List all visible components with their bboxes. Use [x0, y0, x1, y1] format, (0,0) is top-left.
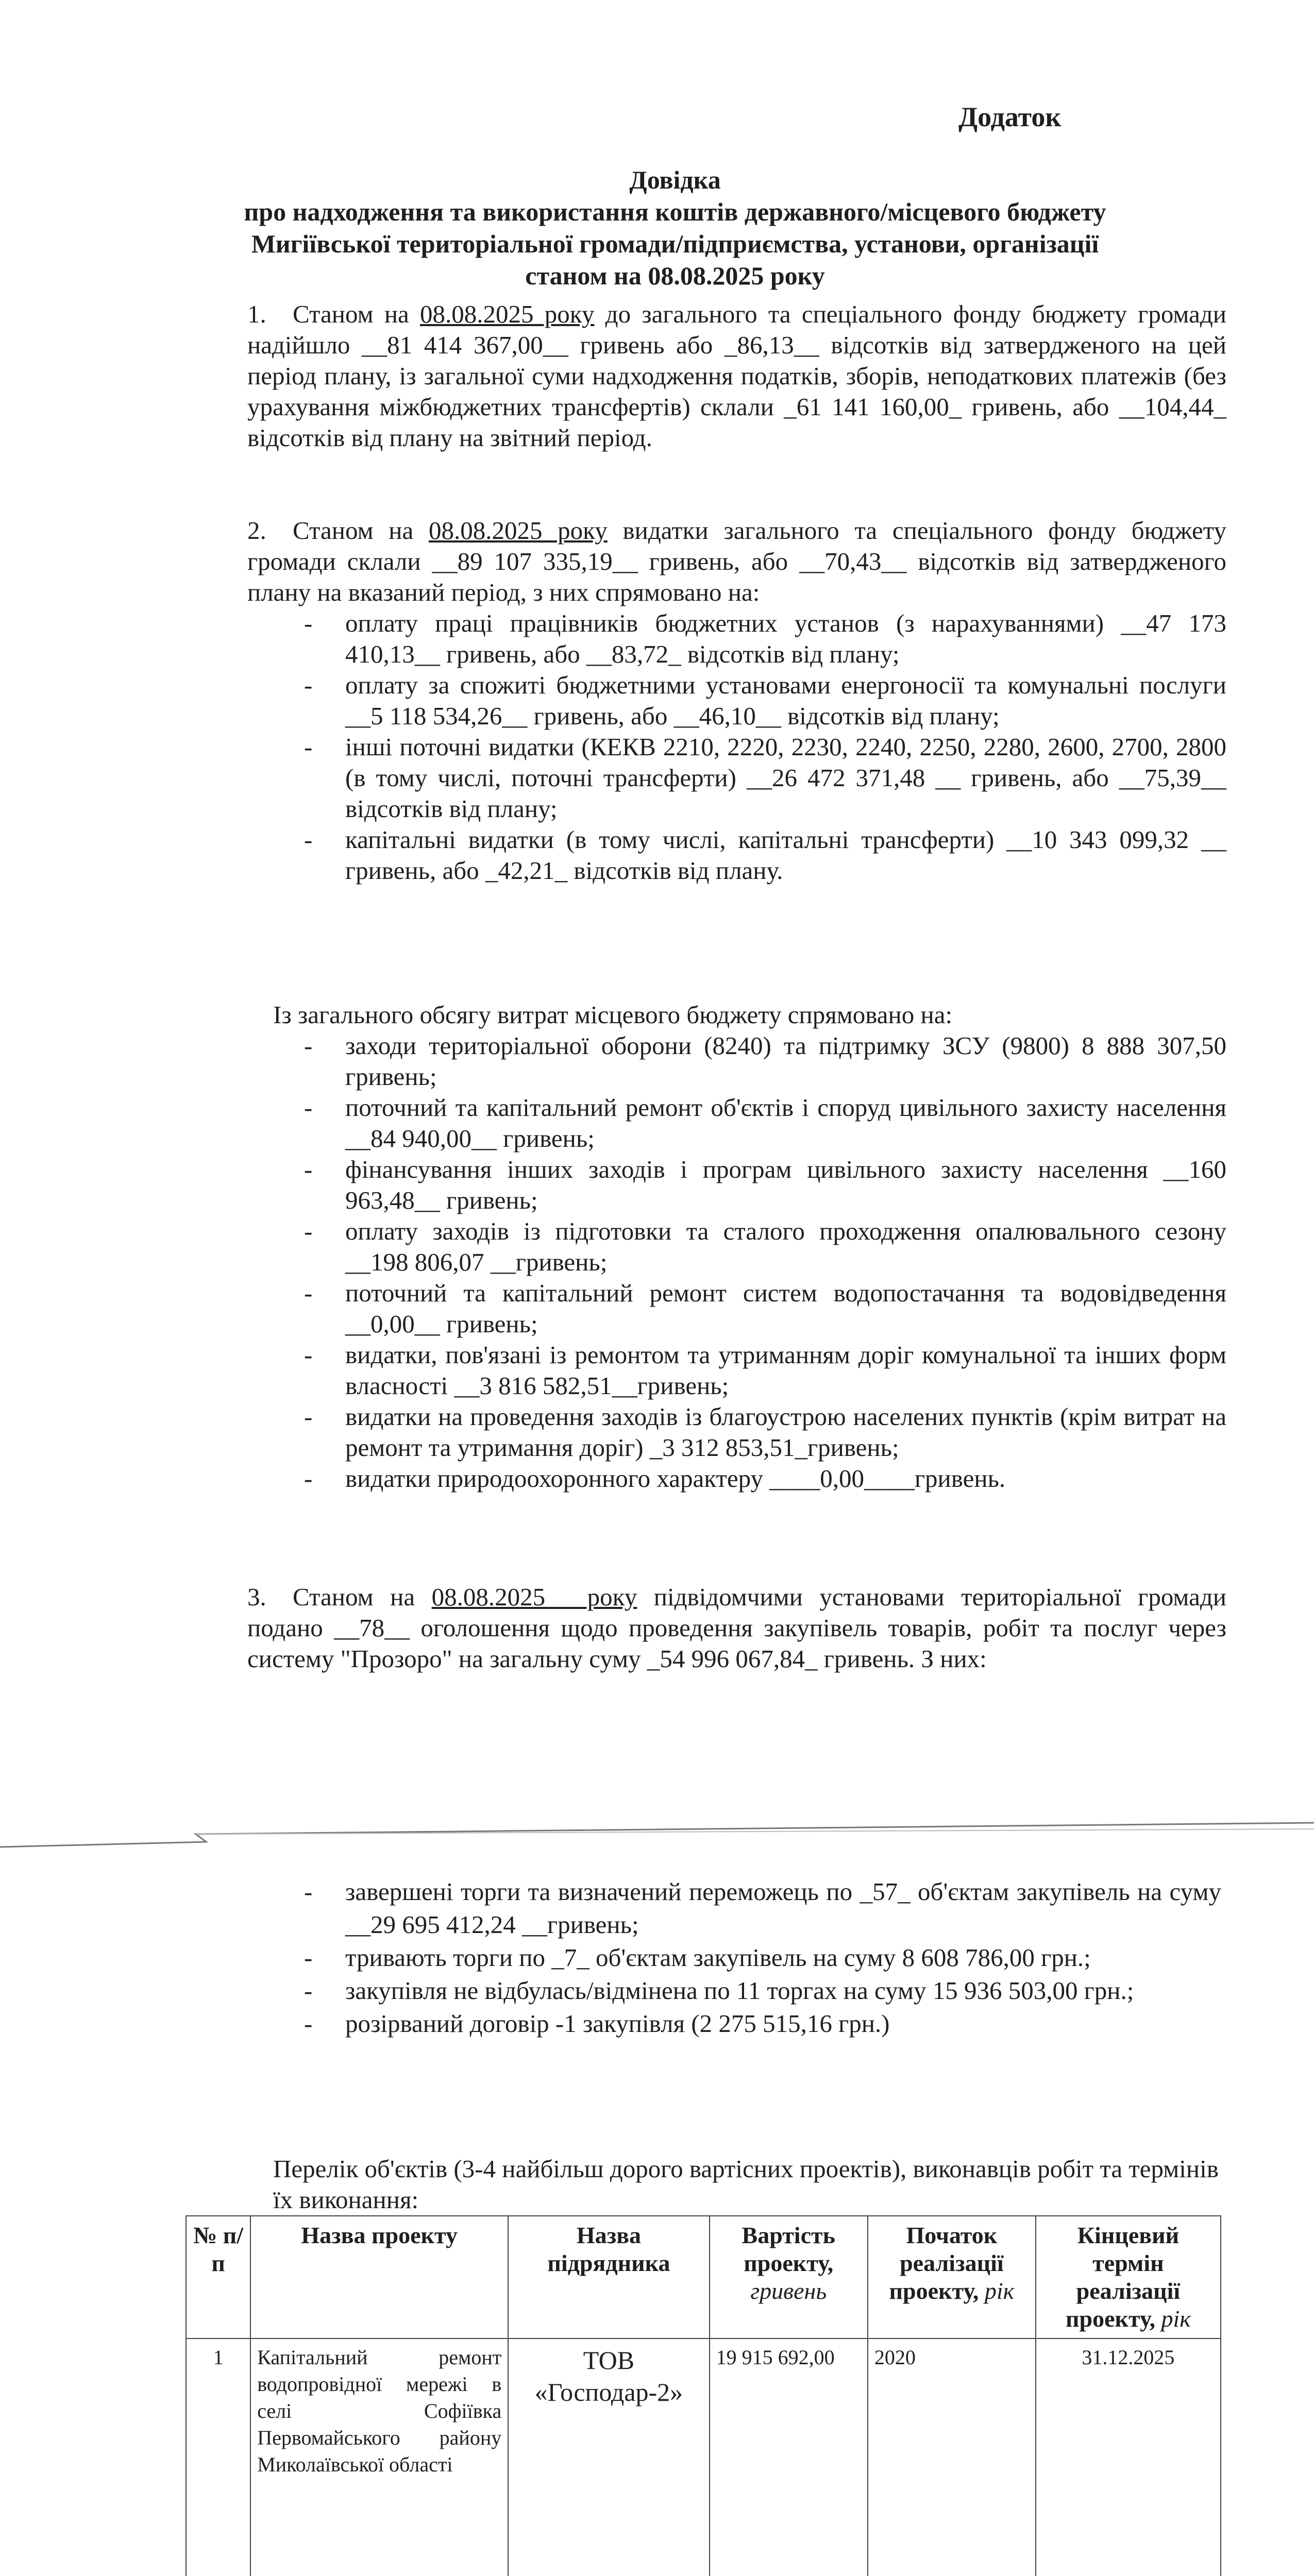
contractor: ТОВ «Господар-2» [508, 2338, 709, 2576]
project-end: 31.12.2025 [1036, 2338, 1221, 2576]
list-item: - фінансування інших заходів і програм цивільного захисту населення __160 963,48__ гривень; [294, 1154, 1226, 1216]
section-2-number: 2. [247, 516, 266, 545]
section-2-text: видатки загального та спеціального фонду бюджету громади склали __89 107 335,19__ гривень, або __70,43__ відсотків від затвердженого плану на вказаний період, з них спрямовано на: [247, 516, 1226, 606]
header-line-3: Мигіївської територіальної громади/підприємства, установи, організації [251, 229, 1099, 258]
col-contractor-header: Назва підрядника [508, 2216, 709, 2338]
section-1-text: до загального та спеціального фонду бюджету громади надійшло __81 414 367,00__ гривень або _86,13__ відсотків від затвердженого на цей період плану, із загальної суми надходження податків, зборів, неподаткових платежів (без урахування міжбюджетних трансфертів) склали _61 141 160,00_ гривень, або __104,44_ відсотків від плану на звітний період. [247, 300, 1226, 452]
table-header-row [186, 2216, 1221, 2338]
section-1 [247, 299, 1226, 453]
section-3 [247, 1582, 1226, 1674]
list-item: - оплату праці працівників бюджетних установ (з нарахуваннями) __47 173 410,13__ гривень, або __83,72_ відсотків від плану; [294, 608, 1226, 670]
list-item: - розірваний договір -1 закупівля (2 275 515,16 грн.) [294, 2007, 1221, 2040]
list-item: - тривають торги по _7_ об'єктам закупівель на суму 8 608 786,00 грн.; [294, 1941, 1221, 1974]
local-budget-section [273, 999, 1226, 1494]
projects-table [186, 2215, 1221, 2576]
page-two [0, 1834, 1314, 2576]
col-cost-header [710, 2216, 868, 2338]
section-3-number: 3. [247, 1583, 266, 1611]
list-item: - оплату заходів із підготовки та сталого проходження опалювального сезону __198 806,07 __гривень; [294, 1216, 1226, 1278]
cost-unit: гривень [750, 2278, 827, 2304]
list-item: - інші поточні видатки (КЕКВ 2210, 2220, 2230, 2240, 2250, 2280, 2600, 2700, 2800 (в тому числі, поточні трансферти) __26 472 371,48 __ гривень, або __75,39__ відсотків від плану; [294, 732, 1226, 824]
table-row [186, 2338, 1221, 2576]
list-item: - завершені торги та визначений переможець по _57_ об'єктам закупівель на суму __29 695 412,24 __гривень; [294, 1875, 1221, 1941]
section-3-pre: Станом на [293, 1583, 432, 1611]
document-header [170, 164, 1180, 292]
project-cost: 19 915 692,00 [710, 2338, 868, 2576]
end-unit: рік [1161, 2306, 1191, 2332]
expense-list [294, 608, 1226, 886]
section-2-date: 08.08.2025 року [428, 516, 608, 545]
col-start-header [868, 2216, 1036, 2338]
header-line-4: станом на 08.08.2025 року [525, 261, 825, 290]
project-name: Капітальний ремонт водопровідної мережі в селі Софіївка Первомайського району Миколаївської області [250, 2338, 508, 2576]
row-number: 1 [186, 2338, 250, 2576]
col-name-header: Назва проекту [250, 2216, 508, 2338]
list-item: - заходи територіальної оборони (8240) та підтримку ЗСУ (9800) 8 888 307,50 гривень; [294, 1030, 1226, 1092]
header-title: Довідка [629, 165, 721, 194]
cost-label: Вартість проекту, [742, 2222, 835, 2276]
list-item: - поточний та капітальний ремонт об'єктів і споруд цивільного захисту населення __84 940,00__ гривень; [294, 1092, 1226, 1154]
section-3-date: 08.08.2025__ року [431, 1583, 637, 1611]
list-item: - оплату за спожиті бюджетними установами енергоносії та комунальні послуги __5 118 534,26__ гривень, або __46,10__ відсотків від плану; [294, 670, 1226, 732]
section-2-pre: Станом на [293, 516, 429, 545]
section-1-number: 1. [247, 300, 266, 328]
tender-list [294, 1875, 1221, 2040]
start-label: Початок реалізації проекту, [889, 2222, 1004, 2304]
list-item: - закупівля не відбулась/відмінена по 11 торгах на суму 15 936 503,00 грн.; [294, 1974, 1221, 2007]
project-start: 2020 [868, 2338, 1036, 2576]
local-budget-intro: Із загального обсягу витрат місцевого бюджету спрямовано на: [273, 1001, 953, 1029]
list-item: - капітальні видатки (в тому числі, капітальні трансферти) __10 343 099,32 __ гривень, або _42,21_ відсотків від плану. [294, 824, 1226, 886]
section-2 [247, 515, 1226, 886]
end-label: Кінцевий термін реалізації проекту, [1066, 2222, 1181, 2332]
local-budget-list [294, 1030, 1226, 1494]
annex-label: Додаток [958, 101, 1062, 132]
col-end-header [1036, 2216, 1221, 2338]
list-item: - видатки природоохоронного характеру ____0,00____гривень. [294, 1463, 1226, 1494]
section-1-date: 08.08.2025 року [420, 300, 595, 328]
section-1-pre: Станом на [293, 300, 420, 328]
col-number-header: № п/п [186, 2216, 250, 2338]
list-item: - видатки, пов'язані із ремонтом та утриманням доріг комунальної та інших форм власності __3 816 582,51__гривень; [294, 1340, 1226, 1401]
start-unit: рік [984, 2278, 1015, 2304]
header-line-2: про надходження та використання коштів державного/місцевого бюджету [244, 197, 1106, 226]
list-item: - видатки на проведення заходів із благоустрою населених пунктів (крім витрат на ремонт та утримання доріг) _3 312 853,51_гривень; [294, 1401, 1226, 1463]
section-3-text: підвідомчими установами територіальної громади подано __78__ оголошення щодо проведення закупівель товарів, робіт та послуг через систему "Прозоро" на загальну суму _54 996 067,84_ гривень. З них: [247, 1583, 1226, 1673]
projects-intro: Перелік об'єктів (3-4 найбільш дорого вартісних проектів), виконавців робіт та термінів їх виконання: [273, 2155, 1219, 2214]
list-item: - поточний та капітальний ремонт систем водопостачання та водовідведення __0,00__ гривень; [294, 1278, 1226, 1340]
